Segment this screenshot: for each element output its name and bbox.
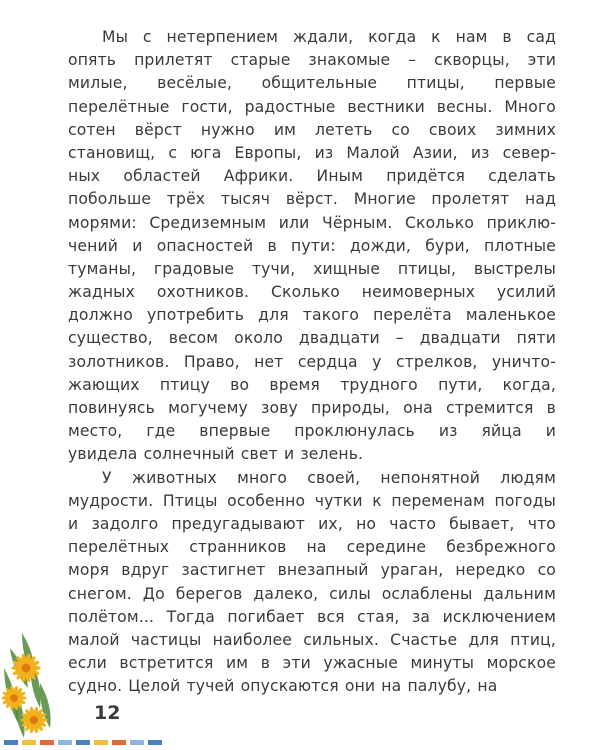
text-line: мудрости. Птицы особенно чутки к переменам погоды xyxy=(68,491,556,510)
text-line: место, где впервые проклюнулась из яйца и xyxy=(68,422,556,441)
text-line: существо, весом около двадцати – двадцати пяти xyxy=(68,329,556,348)
text-line: становищ, с юга Европы, из Малой Азии, из север- xyxy=(68,143,556,162)
text-line: увидела солнечный свет и зелень. xyxy=(68,445,364,464)
text-line: ных областей Африки. Иным придётся сделать xyxy=(68,167,556,186)
text-line: чений и опасностей в пути: дожди, бури, плотные xyxy=(68,236,556,255)
border-stripe xyxy=(148,740,162,745)
border-stripe xyxy=(94,740,108,745)
text-line: полётом... Тогда погибает вся стая, за исключением xyxy=(68,607,556,626)
text-line: милые, весёлые, общительные птицы, первые xyxy=(68,74,556,93)
text-line: У животных много своей, непонятной людям xyxy=(102,468,556,487)
text-line: золотников. Право, нет сердца у стрелков, уничто- xyxy=(68,352,556,371)
text-line: жающих птицу во время трудного пути, когда, xyxy=(68,375,556,394)
text-line: сотен вёрст нужно им лететь со своих зимних xyxy=(68,120,556,139)
page-number: 12 xyxy=(94,702,121,724)
text-line: морями: Средиземным или Чёрным. Сколько приклю- xyxy=(68,213,556,232)
border-stripe xyxy=(76,740,90,745)
border-stripe xyxy=(58,740,72,745)
text-line: жадных охотников. Сколько неимоверных усилий xyxy=(68,283,556,302)
text-line: перелётные гости, радостные вестники весны. Много xyxy=(68,97,556,116)
text-line: повинуясь могучему зову природы, она стремится в xyxy=(68,399,556,417)
text-line: Мы с нетерпением ждали, когда к нам в сад xyxy=(102,28,556,46)
text-line: побольше трёх тысяч вёрст. Многие пролетят над xyxy=(68,190,556,209)
text-line: малой частицы наиболее сильных. Счастье для птиц, xyxy=(68,630,556,649)
text-line: и задолго предугадывают их, но часто бывает, что xyxy=(68,514,556,533)
border-stripe xyxy=(4,740,18,745)
text-line: моря вдруг застигнет внезапный ураган, нередко со xyxy=(68,561,556,580)
border-stripe xyxy=(130,740,144,745)
flower-decoration xyxy=(0,628,170,750)
border-stripe xyxy=(40,740,54,745)
border-stripe xyxy=(112,740,126,745)
text-line: туманы, градовые тучи, хищные птицы, выстрелы xyxy=(68,259,556,278)
text-line: снегом. До берегов далеко, силы ослаблены дальним xyxy=(68,584,556,603)
border-stripe xyxy=(22,740,36,745)
text-line: должно употребить для такого перелёта маленькое xyxy=(68,306,556,325)
page-text xyxy=(68,26,556,698)
text-line: перелётных странников на середине безбрежного xyxy=(68,538,556,557)
text-line: опять прилетят старые знакомые – скворцы, эти xyxy=(68,51,556,70)
text-line: если встретится им в эти ужасные минуты морское xyxy=(68,654,556,673)
text-line: судно. Целой тучей опускаются они на палубу, на xyxy=(68,677,498,696)
